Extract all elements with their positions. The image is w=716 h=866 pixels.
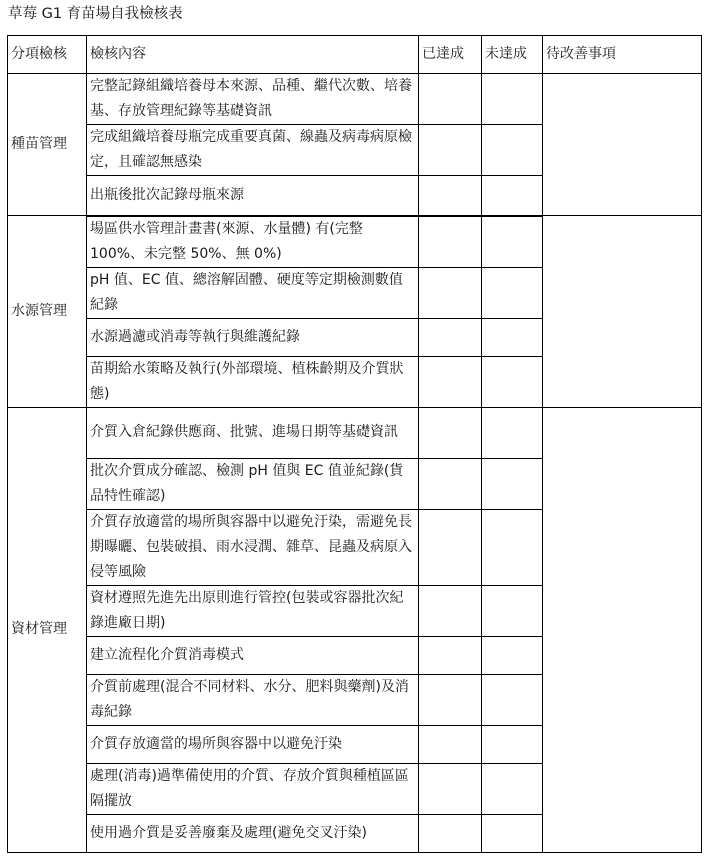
not-achieved-cell[interactable] — [482, 814, 543, 852]
header-achieved: 已達成 — [419, 36, 482, 74]
not-achieved-cell[interactable] — [482, 176, 543, 216]
header-content: 檢核內容 — [87, 36, 419, 74]
not-achieved-cell[interactable] — [482, 585, 543, 636]
item-cell: 處理(消毒)過準備使用的介質、存放介質與種植區區隔擺放 — [87, 763, 419, 814]
item-cell: 使用過介質是妥善廢棄及處理(避免交叉汙染) — [87, 814, 419, 852]
not-achieved-cell[interactable] — [482, 458, 543, 509]
not-achieved-cell[interactable] — [482, 674, 543, 725]
header-category: 分項檢核 — [8, 36, 87, 74]
item-cell: 完整記錄組織培養母本來源、品種、繼代次數、培養基、存放管理紀錄等基礎資訊 — [87, 74, 419, 125]
improvement-cell[interactable] — [543, 407, 702, 852]
achieved-cell[interactable] — [419, 176, 482, 216]
item-cell: 苗期給水策略及執行(外部環境、植株齡期及介質狀態) — [87, 356, 419, 407]
item-cell: 介質存放適當的場所與容器中以避免汙染 — [87, 725, 419, 763]
achieved-cell[interactable] — [419, 725, 482, 763]
achieved-cell[interactable] — [419, 318, 482, 356]
achieved-cell[interactable] — [419, 267, 482, 318]
achieved-cell[interactable] — [419, 356, 482, 407]
achieved-cell[interactable] — [419, 125, 482, 176]
not-achieved-cell[interactable] — [482, 725, 543, 763]
achieved-cell[interactable] — [419, 216, 482, 268]
achieved-cell[interactable] — [419, 674, 482, 725]
header-row — [8, 36, 702, 74]
item-cell: 出瓶後批次記錄母瓶來源 — [87, 176, 419, 216]
item-cell: 水源過濾或消毒等執行與維護紀錄 — [87, 318, 419, 356]
not-achieved-cell[interactable] — [482, 318, 543, 356]
not-achieved-cell[interactable] — [482, 125, 543, 176]
achieved-cell[interactable] — [419, 407, 482, 458]
not-achieved-cell[interactable] — [482, 356, 543, 407]
item-cell: 場區供水管理計畫書(來源、水量體) 有(完整100%、未完整 50%、無 0%) — [87, 216, 419, 268]
item-cell: pH 值、EC 值、總溶解固體、硬度等定期檢測數值紀錄 — [87, 267, 419, 318]
category-cell: 種苗管理 — [8, 74, 87, 216]
not-achieved-cell[interactable] — [482, 216, 543, 268]
not-achieved-cell[interactable] — [482, 763, 543, 814]
improvement-cell[interactable] — [543, 74, 702, 216]
not-achieved-cell[interactable] — [482, 267, 543, 318]
not-achieved-cell[interactable] — [482, 636, 543, 674]
checklist-table — [7, 35, 702, 853]
category-cell: 水源管理 — [8, 216, 87, 408]
item-cell: 批次介質成分確認、檢測 pH 值與 EC 值並紀錄(貨品特性確認) — [87, 458, 419, 509]
table-row — [8, 407, 702, 458]
not-achieved-cell[interactable] — [482, 74, 543, 125]
item-cell: 建立流程化介質消毒模式 — [87, 636, 419, 674]
achieved-cell[interactable] — [419, 74, 482, 125]
not-achieved-cell[interactable] — [482, 407, 543, 458]
table-row — [8, 74, 702, 125]
category-cell: 資材管理 — [8, 407, 87, 852]
achieved-cell[interactable] — [419, 458, 482, 509]
item-cell: 介質前處理(混合不同材料、水分、肥料與藥劑)及消毒紀錄 — [87, 674, 419, 725]
item-cell: 介質存放適當的場所與容器中以避免汙染，需避免長期曝曬、包裝破損、雨水浸潤、雜草、昆蟲及病原入侵等風險 — [87, 509, 419, 585]
header-improvement: 待改善事項 — [543, 36, 702, 74]
header-not-achieved: 未達成 — [482, 36, 543, 74]
not-achieved-cell[interactable] — [482, 509, 543, 585]
achieved-cell[interactable] — [419, 814, 482, 852]
improvement-cell[interactable] — [543, 216, 702, 408]
achieved-cell[interactable] — [419, 636, 482, 674]
achieved-cell[interactable] — [419, 509, 482, 585]
achieved-cell[interactable] — [419, 763, 482, 814]
page-title: 草莓 G1 育苗場自我檢核表 — [8, 6, 183, 22]
achieved-cell[interactable] — [419, 585, 482, 636]
table-row — [8, 216, 702, 268]
item-cell: 資材遵照先進先出原則進行管控(包裝或容器批次紀錄進廠日期) — [87, 585, 419, 636]
item-cell: 介質入倉紀錄供應商、批號、進場日期等基礎資訊 — [87, 407, 419, 458]
item-cell: 完成組織培養母瓶完成重要真菌、線蟲及病毒病原檢定，且確認無感染 — [87, 125, 419, 176]
